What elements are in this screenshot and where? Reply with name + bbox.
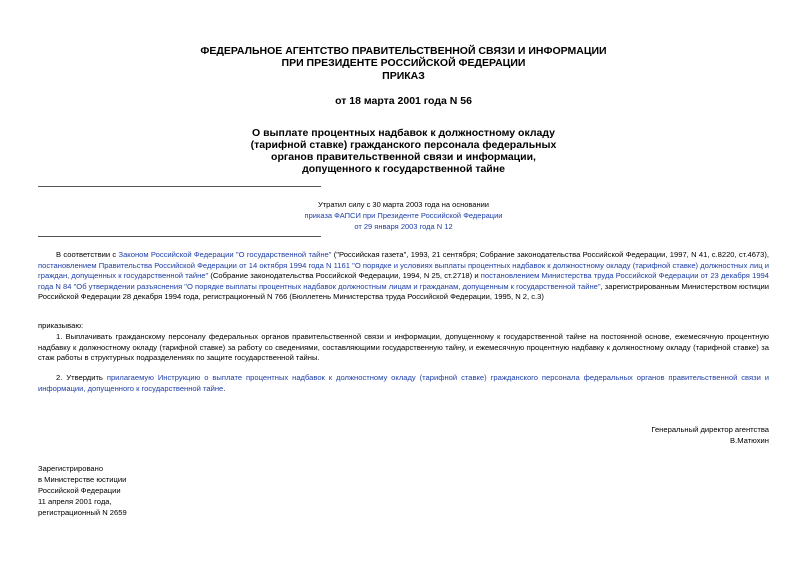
agency-line-1: ФЕДЕРАЛЬНОЕ АГЕНТСТВО ПРАВИТЕЛЬСТВЕННОЙ СВЯЗИ И ИНФОРМАЦИИ	[200, 45, 607, 57]
registration-line-4: 11 апреля 2001 года,	[38, 497, 112, 506]
instruction-link[interactable]: прилагаемую Инструкцию о выплате процентных надбавок к должностному окладу (тарифной ставке) гражданского персонала федеральных органов правительственной связи и информации, допущенного к государственной тайне	[38, 373, 769, 393]
repeal-order-date-link[interactable]: от 29 января 2003 года N 12	[354, 222, 453, 231]
registration-block	[38, 463, 127, 518]
status-note-text: Утратил силу с 30 марта 2003 года на основании	[317, 200, 489, 209]
order-item-1: 1. Выплачивать гражданскому персоналу федеральных органов правительственной связи и информации, допущенному к государственной тайне на постоянной основе, ежемесячную процентную надбавку к должностному окладу (тарифной ставке) за работу со сведениями, составляющими государственную тайну, и ежемесячную процентную надбавку к должностному окладу (тарифной ставке) за стаж работы в структурных подразделениях по защите государственной тайны.	[38, 332, 769, 362]
registration-line-5: регистрационный N 2659	[38, 508, 127, 517]
signature-block	[651, 424, 769, 446]
registration-line-3: Российской Федерации	[38, 486, 121, 495]
government-resolution-link[interactable]: постановлением Правительства Российской Федерации от 14 октября 1994 года N 1161 "О порядке и условиях выплаты процентных надбавок к должностному окладу (тарифной ставке) должностных лиц и граждан, допущенных к государственной тайне"	[38, 260, 769, 280]
agency-line-2: ПРИ ПРЕЗИДЕНТЕ РОССИЙСКОЙ ФЕДЕРАЦИИ	[281, 57, 526, 69]
preamble-text-4: , зарегистрированным Министерством юстиции Российской Федерации 28 декабря 1994 года, регистрационный N 766 (Бюллетень Министерства труда Российской Федерации, 1995, N 2, с.3)	[38, 281, 769, 301]
preamble-text-3: (Собрание законодательства Российской Федерации, 1994, N 25, ст.2718) и	[208, 271, 481, 280]
title-line-2: (тарифной ставке) гражданского персонала федеральных	[250, 139, 557, 151]
divider-top	[38, 186, 321, 187]
item-2-text-2: .	[223, 383, 226, 393]
order-item-2	[38, 373, 769, 394]
registration-line-2: в Министерстве юстиции	[38, 475, 127, 484]
preamble-text-2: ("Российская газета", 1993, 21 сентября; Собрание законодательства Российской Федерации, 1997, N 41, с.8220, ст.4673),	[331, 250, 769, 259]
doc-type: ПРИКАЗ	[382, 70, 425, 82]
doc-title	[0, 127, 807, 175]
title-line-1: О выплате процентных надбавок к должностному окладу	[252, 127, 555, 139]
registration-line-1: Зарегистрировано	[38, 464, 104, 473]
title-line-3: органов правительственной связи и информации,	[271, 151, 536, 163]
labor-ministry-resolution-link[interactable]: постановлением Министерства труда Российской Федерации от 23 декабря 1994 года N 84 "Об утверждении разъяснения "О порядке выплаты процентных надбавок должностным лицам и гражданам, допущенным к государственной тайне"	[38, 271, 769, 291]
preamble-paragraph	[38, 250, 769, 303]
status-note	[0, 199, 807, 232]
law-state-secret-link[interactable]: Законом Российской Федерации "О государственной тайне"	[118, 250, 332, 259]
signatory-position: Генеральный директор агентства	[651, 425, 769, 434]
title-line-4: допущенного к государственной тайне	[302, 163, 505, 175]
item-2-text-1: 2. Утвердить	[56, 373, 107, 382]
repeal-order-link[interactable]: приказа ФАПСИ при Президенте Российской Федерации	[304, 211, 503, 220]
preamble-text-1: В соответствии с	[56, 250, 119, 259]
doc-date: от 18 марта 2001 года N 56	[335, 95, 472, 107]
order-word: приказываю:	[38, 321, 84, 330]
agency-name	[0, 45, 807, 69]
divider-bottom	[38, 236, 321, 237]
signatory-name: В.Матюхин	[730, 436, 769, 445]
